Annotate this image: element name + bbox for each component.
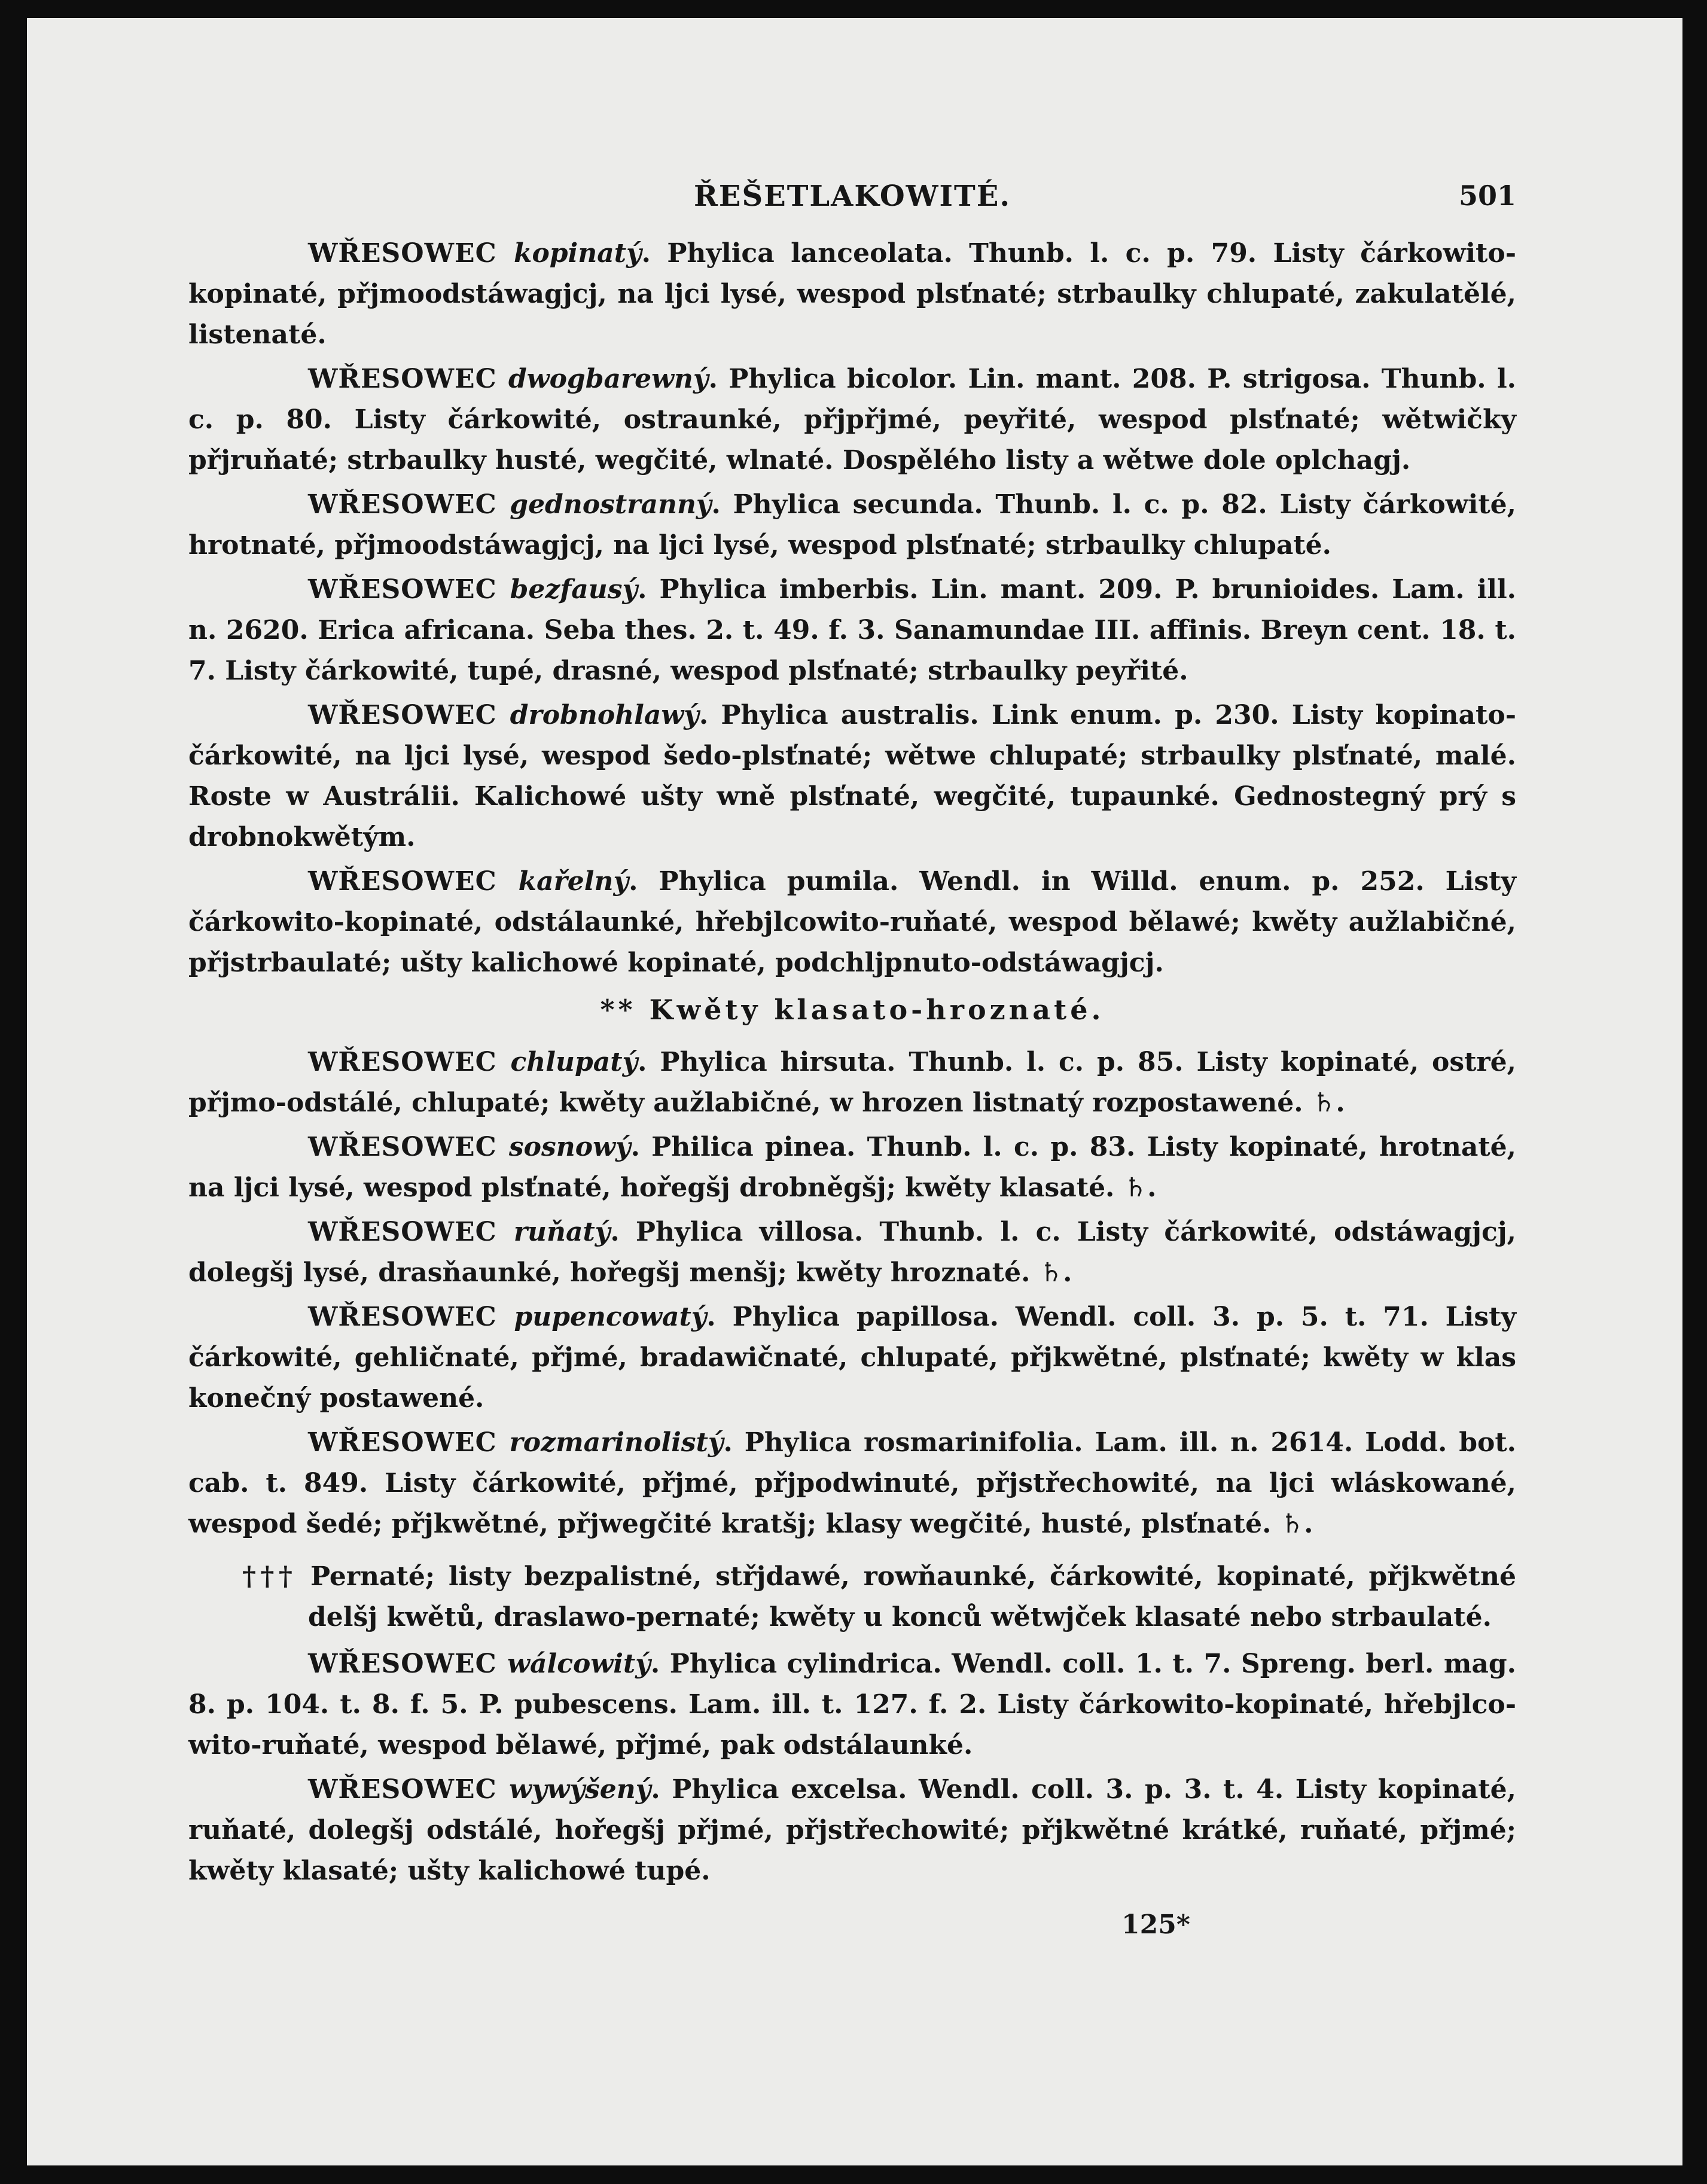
entry-description: . Phylica rosmarinifolia. Lam. ill. n. 2614. Lodd. bot. cab. t. 849. Listy čárkowité, přjmé, přjpodwinuté, přjstřechowité, na ljci wláskowané, wespod šedé; přjkwětné, přjwegčité kratšj; klasy wegčité, husté, plsťnaté. ♄.: [188, 1427, 1516, 1539]
species-entry: [188, 1042, 1516, 1123]
entries-section-b: [188, 1042, 1516, 1545]
entry-epithet: drobnohlawý: [510, 700, 699, 730]
entry-description: . Phylica excelsa. Wendl. coll. 3. p. 3. t. 4. Listy kopinaté, ruňaté, dolegšj odstálé, hořegšj přjmé, přjstřechowité; přjkwětné krátké, ruňaté, přjmé; kwěty klasaté; ušty kalichowé tupé.: [188, 1774, 1516, 1886]
page-header: [188, 179, 1516, 227]
entry-genus: WŘESOWEC: [308, 238, 514, 269]
page-content: [188, 179, 1516, 1940]
species-entry: [188, 1769, 1516, 1891]
species-entry: [188, 1127, 1516, 1208]
entry-description: . Phylica secunda. Thunb. l. c. p. 82. Listy čárkowité, hrotnaté, přjmoodstáwagjcj, na ljci lysé, wespod plsťnaté; strbaulky chlupaté.: [188, 489, 1516, 561]
entry-epithet: wálcowitý: [507, 1649, 651, 1679]
entry-genus: WŘESOWEC: [308, 1649, 508, 1679]
entry-epithet: dwogbarewný: [508, 364, 709, 394]
entry-genus: WŘESOWEC: [308, 489, 510, 520]
entry-description: . Phylica papillosa. Wendl. coll. 3. p. 5. t. 71. Listy čárkowité, gehličnaté, přjmé, bradawičnaté, chlupaté, přjkwětné, plsťnaté; kwěty w klas konečný postawené.: [188, 1302, 1516, 1414]
entry-genus: WŘESOWEC: [308, 1427, 510, 1458]
species-entry: [188, 359, 1516, 481]
species-entry: [188, 695, 1516, 858]
entry-description: . Phylica lanceolata. Thunb. l. c. p. 79. Listy čárkowito-kopinaté, přjmoodstáwagjcj, na ljci lysé, wespod plsťnaté; strbaulky chlupaté, zakulatělé, listenaté.: [188, 238, 1516, 350]
entries-section-a: [188, 233, 1516, 983]
entry-epithet: kopinatý: [513, 238, 642, 269]
entry-epithet: bezfausý: [510, 574, 638, 605]
entry-genus: WŘESOWEC: [308, 574, 510, 605]
entry-epithet: wywýšený: [509, 1774, 651, 1805]
entry-epithet: chlupatý: [510, 1047, 638, 1077]
entry-description: . Phylica pumila. Wendl. in Willd. enum. p. 252. Listy čárkowito-kopinaté, odstálaunké, hřebjlcowito-ruňaté, wespod bělawé; kwěty aužlabičné, přjstrbaulaté; ušty kalichowé kopinaté, podchljpnuto-odstáwagjcj.: [188, 866, 1516, 978]
entries-section-c: [188, 1644, 1516, 1891]
entry-genus: WŘESOWEC: [308, 1302, 514, 1332]
entry-description: . Philica pinea. Thunb. l. c. p. 83. Listy kopinaté, hrotnaté, na ljci lysé, wespod plsťnaté, hořegšj drobněgšj; kwěty klasaté. ♄.: [188, 1132, 1516, 1203]
entry-description: . Phylica bicolor. Lin. mant. 208. P. strigosa. Thunb. l. c. p. 80. Listy čárkowité, ostraunké, přjpřjmé, peyřité, wespod plsťnaté; wětwičky přjruňaté; strbaulky husté, wegčité, wlnaté. Dospělého listy a wětwe dole oplchagj.: [188, 364, 1516, 476]
entry-genus: WŘESOWEC: [308, 1047, 511, 1077]
species-entry: [188, 569, 1516, 692]
entry-epithet: ruňatý: [513, 1217, 611, 1247]
entry-genus: WŘESOWEC: [308, 700, 510, 730]
entry-epithet: rozmarinolistý: [509, 1427, 724, 1458]
species-entry: [188, 1212, 1516, 1293]
entry-epithet: kařelný: [518, 866, 629, 897]
entry-genus: WŘESOWEC: [308, 364, 508, 394]
entry-genus: WŘESOWEC: [308, 1774, 510, 1805]
entry-genus: WŘESOWEC: [308, 866, 519, 897]
entry-description: . Phylica hirsuta. Thunb. l. c. p. 85. Listy kopinaté, ostré, přjmo-odstálé, chlupaté; kwěty aužlabičné, w hrozen listnatý rozpostawené. ♄.: [188, 1047, 1516, 1118]
entry-genus: WŘESOWEC: [308, 1132, 509, 1162]
species-entry: [188, 233, 1516, 355]
species-entry: [188, 1297, 1516, 1419]
page: [27, 18, 1682, 2165]
entry-genus: WŘESOWEC: [308, 1217, 514, 1247]
entry-description: . Phylica villosa. Thunb. l. c. Listy čárkowité, odstáwagjcj, dolegšj lysé, drasňaunké, hořegšj menšj; kwěty hroznaté. ♄.: [188, 1217, 1517, 1288]
section-subheading: ** Kwěty klasato-hroznaté.: [600, 994, 1105, 1026]
signature-mark: 125*: [1121, 1909, 1190, 1940]
species-entry: [188, 1644, 1516, 1766]
species-entry: [188, 485, 1516, 566]
entry-epithet: pupencowatý: [514, 1302, 707, 1332]
page-number: 501: [1458, 179, 1516, 212]
entry-description: . Phylica cylindrica. Wendl. coll. 1. t. 7. Spreng. berl. mag. 8. p. 104. t. 8. f. 5. P. pubescens. Lam. ill. t. 127. f. 2. Listy čárkowito-kopinaté, hřebjlco-wito-ruňaté, wespod bělawé, přjmé, pak odstálaunké.: [188, 1649, 1516, 1760]
entry-epithet: sosnowý: [508, 1132, 631, 1162]
running-head: ŘEŠETLAKOWITÉ.: [693, 179, 1011, 213]
group-heading: ††† Pernaté; listy bezpalistné, střjdawé, rowňaunké, čárkowité, kopinaté, přjkwětné delšj kwětů, draslawo-pernaté; kwěty u konců wětwjček klasaté nebo strbaulaté.: [242, 1561, 1516, 1632]
species-entry: [188, 861, 1516, 983]
species-entry: [188, 1423, 1516, 1545]
entry-description: . Phylica australis. Link enum. p. 230. Listy kopinato-čárkowité, na ljci lysé, wespod šedo-plsťnaté; wětwe chlupaté; strbaulky plsťnaté, malé. Roste w Austrálii. Kalichowé ušty wně plsťnaté, wegčité, tupaunké. Gednostegný prý s drobnokwětým.: [188, 700, 1516, 852]
entry-description: . Phylica imberbis. Lin. mant. 209. P. brunioides. Lam. ill. n. 2620. Erica africana. Seba thes. 2. t. 49. f. 3. Sanamundae III. affinis. Breyn cent. 18. t. 7. Listy čárkowité, tupé, drasné, wespod plsťnaté; strbaulky peyřité.: [188, 574, 1516, 686]
entry-epithet: gednostranný: [510, 489, 712, 520]
